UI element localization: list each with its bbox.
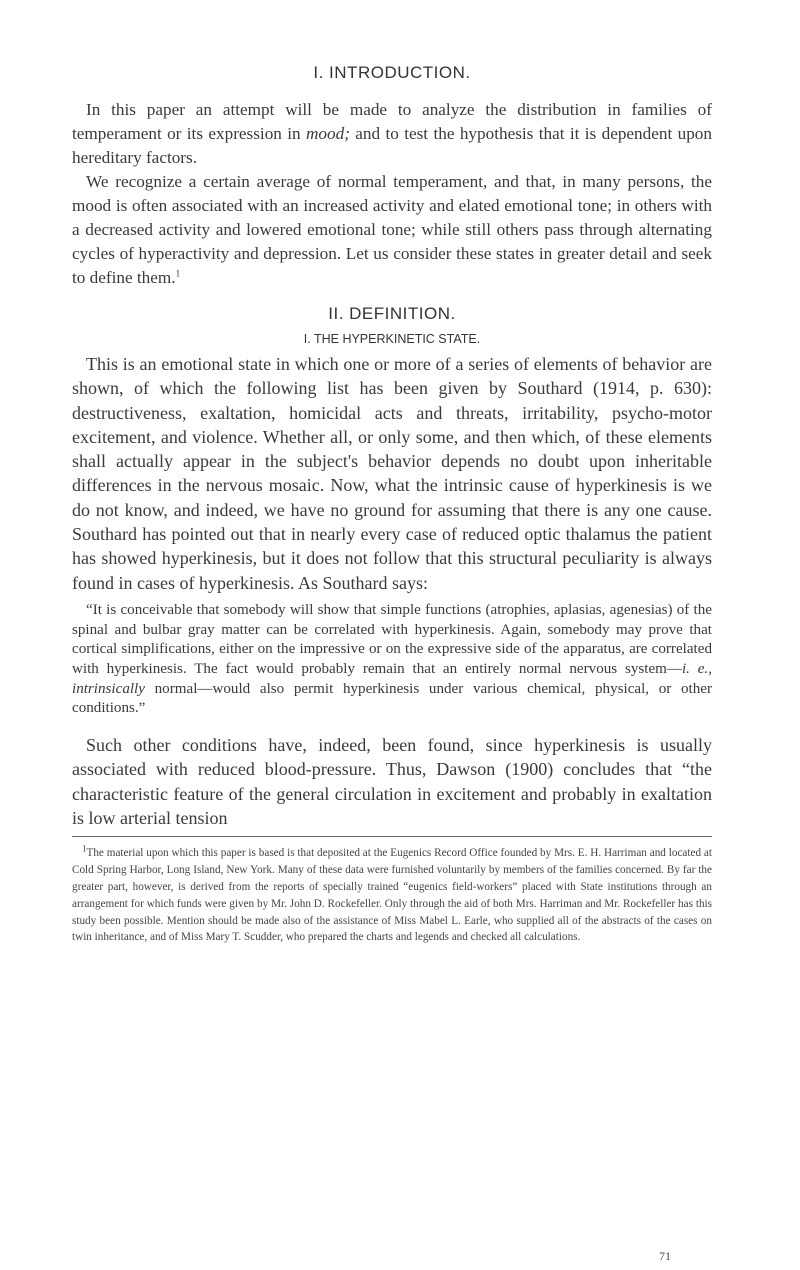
- footnote-text: The material upon which this paper is based is that deposited at the Eugenics Record Office founded by Mrs. E. H. Harriman and located at Cold Spring Harbor, Long Island, New York. Many of these data were furnished voluntarily by members of the families concerned. By far the greater part, however, is derived from the reports of specially trained “eugenics field-workers” placed with State institutions through an arrangement for which funds were given by Mr. John D. Rockefeller. Only through the aid of both Mrs. Harriman and Mr. Rockefeller has this study been possible. Mention should be made also of the assistance of Miss Mabel L. Earle, who supplied all of the abstracts of the cases on twin inheritance, and of Miss Mary T. Scudder, who prepared the charts and legends and checked all calculations.: [72, 847, 712, 944]
- page-body: [72, 0, 712, 946]
- footnote-reference: 1: [175, 268, 181, 279]
- definition-paragraph-2: Such other conditions have, indeed, been found, since hyperkinesis is usually associated with reduced blood-pressure. Thus, Dawson (1900) concludes that “the characteristic feature of the general circulation in excitement and probably in exaltation is low arterial tension: [72, 735, 712, 829]
- intro-p1-text-a: In this paper an attempt will be made to analyze the distribution in families of temperament or its expression in: [72, 100, 712, 143]
- section-heading-introduction: I. INTRODUCTION.: [313, 63, 471, 82]
- quote-text-b: normal—would also permit hyperkinesis under various chemical, physical, or other conditions.”: [72, 680, 712, 717]
- intro-paragraph-1: [72, 98, 712, 170]
- footnote-marker: 1: [82, 843, 87, 854]
- definition-paragraph-1: This is an emotional state in which one or more of a series of elements of behavior are shown, of which the following list has been given by Southard (1914, p. 630): destructiveness, exaltation, homicidal acts and threats, irritability, psycho-motor excitement, and violence. Whether all, or only some, and then which, of these elements shall actually appear in the subject's behavior depends no doubt upon inheritable differences in the nervous mosaic. Now, what the intrinsic cause of hyperkinesis is we do not know, and indeed, we have no ground for assuming that there is any one cause. Southard has pointed out that in nearly every case of reduced optic thalamus the patient has showed hyperkinesis, but it does not follow that this structural peculiarity is always found in cases of hyperkinesis. As Southard says:: [72, 354, 712, 593]
- intro-paragraph-2: [72, 170, 712, 290]
- quote-emphasis: i. e., intrinsically: [72, 661, 712, 697]
- page-number: 71: [659, 1249, 671, 1263]
- quote-text-a: “It is conceivable that somebody will show that simple functions (atrophies, aplasias, agenesias) of the spinal and bulbar gray matter can be correlated with hyperkinesis. Again, somebody may prove that cortical simplifications, either on the impressive or on the expressive side of the apparatus, are correlated with hyperkinesis. The fact would probably remain that an entirely normal nervous system—: [72, 601, 712, 678]
- intro-p1-text-b: and to test the hypothesis that it is dependent upon hereditary factors.: [72, 124, 712, 167]
- subsection-heading-hyperkinetic: I. THE HYPERKINETIC STATE.: [303, 332, 481, 346]
- intro-p1-emphasis: mood;: [306, 124, 350, 143]
- section-heading-definition: II. DEFINITION.: [328, 304, 456, 323]
- intro-p2-text: We recognize a certain average of normal temperament, and that, in many persons, the mood is often associated with an increased activity and elated emotional tone; in others with a decreased activity and lowered emotional tone; while still others pass through alternating cycles of hyperactivity and depression. Let us consider these states in greater detail and seek to define them.: [72, 172, 712, 287]
- footnote-divider: [72, 836, 712, 837]
- block-quote: [72, 601, 712, 719]
- footnote: [72, 845, 712, 946]
